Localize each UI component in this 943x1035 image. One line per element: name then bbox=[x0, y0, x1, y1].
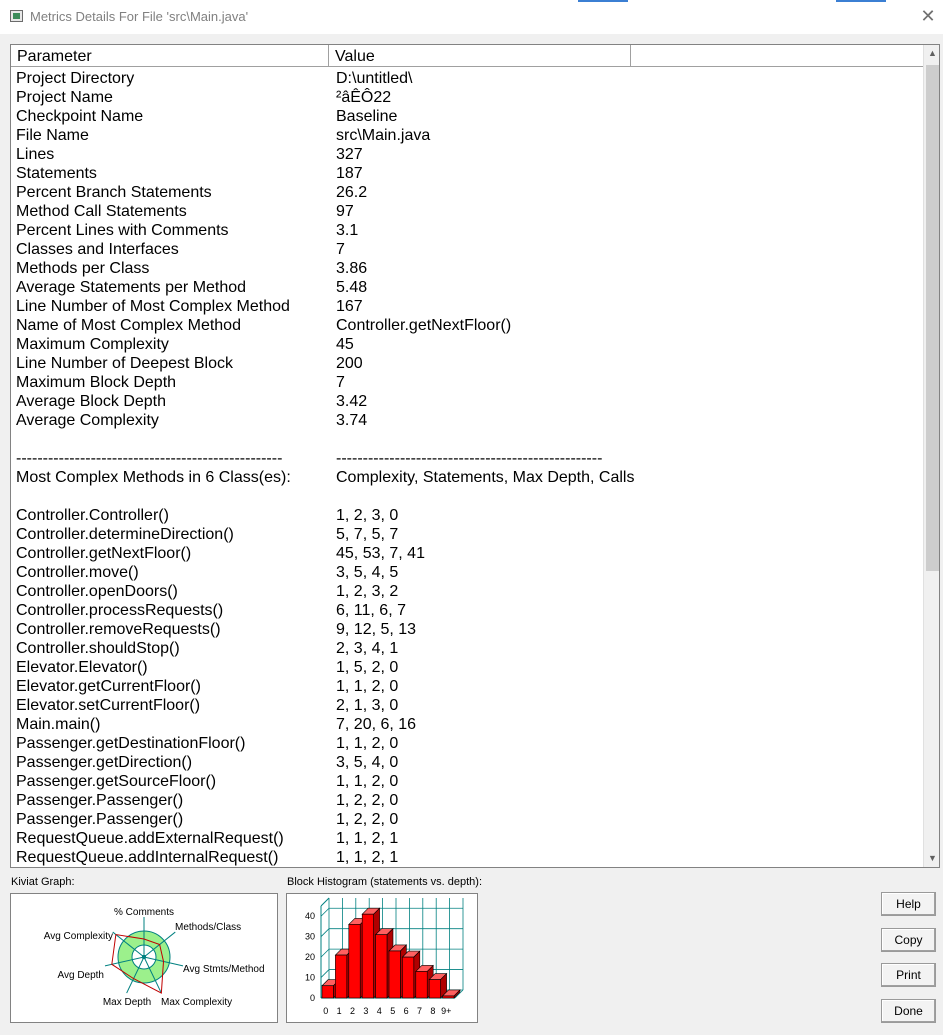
value-cell: 3.74 bbox=[336, 412, 368, 429]
help-button[interactable]: Help bbox=[881, 892, 936, 916]
value-cell: 167 bbox=[336, 298, 363, 315]
block-histogram bbox=[286, 893, 478, 1023]
kiviat-center bbox=[142, 955, 146, 959]
parameter-cell: Controller.shouldStop() bbox=[16, 640, 180, 657]
parameter-cell: Passenger.getDestinationFloor() bbox=[16, 735, 246, 752]
histogram-gridline bbox=[321, 929, 329, 937]
table-row[interactable] bbox=[11, 582, 923, 601]
histogram-x-tick-label: 0 bbox=[323, 1006, 329, 1016]
kiviat-axis-label: Max Depth bbox=[102, 997, 152, 1008]
parameter-cell: Controller.getNextFloor() bbox=[16, 545, 192, 562]
histogram-bar bbox=[429, 980, 440, 998]
title-accent bbox=[578, 0, 628, 2]
parameter-cell: Passenger.Passenger() bbox=[16, 792, 184, 809]
parameter-cell: Lines bbox=[16, 146, 55, 163]
kiviat-label: Kiviat Graph: bbox=[11, 876, 75, 888]
parameter-cell: Average Complexity bbox=[16, 412, 159, 429]
parameter-cell: Line Number of Most Complex Method bbox=[16, 298, 290, 315]
table-row[interactable] bbox=[11, 677, 923, 696]
value-cell: 200 bbox=[336, 355, 363, 372]
kiviat-axis-label: % Comments bbox=[113, 907, 175, 918]
value-cell: 3, 5, 4, 5 bbox=[336, 564, 399, 581]
table-row[interactable] bbox=[11, 259, 923, 278]
histogram-bar bbox=[349, 924, 360, 998]
histogram-bar bbox=[362, 914, 373, 998]
table-row[interactable] bbox=[11, 487, 923, 506]
value-cell: 3.1 bbox=[336, 222, 359, 239]
parameter-cell: Line Number of Deepest Block bbox=[16, 355, 233, 372]
value-cell: 5, 7, 5, 7 bbox=[336, 526, 399, 543]
table-row[interactable] bbox=[11, 772, 923, 791]
value-cell: 7 bbox=[336, 241, 345, 258]
kiviat-axis-label: Methods/Class bbox=[175, 922, 242, 933]
kiviat-axis-label: Avg Stmts/Method bbox=[183, 964, 265, 975]
parameter-cell: Controller.move() bbox=[16, 564, 139, 581]
value-cell: 1, 1, 2, 1 bbox=[336, 849, 399, 866]
parameter-cell: Classes and Interfaces bbox=[16, 241, 179, 258]
value-cell: 1, 2, 3, 2 bbox=[336, 583, 399, 600]
table-row[interactable] bbox=[11, 240, 923, 259]
table-row[interactable] bbox=[11, 658, 923, 677]
done-button[interactable]: Done bbox=[881, 999, 936, 1023]
table-row[interactable] bbox=[11, 791, 923, 810]
window-icon bbox=[10, 10, 23, 22]
value-cell: -------------------------------------------------- bbox=[336, 450, 603, 467]
histogram-svg bbox=[287, 894, 477, 1022]
table-row[interactable] bbox=[11, 335, 923, 354]
value-cell: 7, 20, 6, 16 bbox=[336, 716, 417, 733]
value-cell: 26.2 bbox=[336, 184, 368, 201]
parameter-cell: Passenger.getSourceFloor() bbox=[16, 773, 217, 790]
value-cell: Controller.getNextFloor() bbox=[336, 317, 512, 334]
parameter-cell: Passenger.getDirection() bbox=[16, 754, 193, 771]
table-row[interactable] bbox=[11, 69, 923, 88]
histogram-x-tick-label: 4 bbox=[376, 1006, 382, 1016]
table-row[interactable] bbox=[11, 297, 923, 316]
value-cell: 3.42 bbox=[336, 393, 368, 410]
parameter-cell: Most Complex Methods in 6 Class(es): bbox=[16, 469, 291, 486]
table-row[interactable] bbox=[11, 734, 923, 753]
value-cell: 7 bbox=[336, 374, 345, 391]
table-row[interactable] bbox=[11, 715, 923, 734]
table-row[interactable] bbox=[11, 392, 923, 411]
table-row[interactable] bbox=[11, 829, 923, 848]
value-cell: Baseline bbox=[336, 108, 398, 125]
histogram-x-tick-label: 9+ bbox=[441, 1006, 452, 1016]
histogram-x-tick-label: 3 bbox=[363, 1006, 369, 1016]
parameter-cell: Methods per Class bbox=[16, 260, 150, 277]
histogram-bar bbox=[376, 935, 387, 998]
column-header-empty[interactable] bbox=[631, 45, 923, 67]
parameter-cell: Name of Most Complex Method bbox=[16, 317, 241, 334]
table-row[interactable] bbox=[11, 164, 923, 183]
value-cell: 1, 1, 2, 0 bbox=[336, 735, 399, 752]
table-row[interactable] bbox=[11, 696, 923, 715]
histogram-bar bbox=[389, 951, 400, 998]
table-row[interactable] bbox=[11, 88, 923, 107]
kiviat-svg bbox=[11, 894, 277, 1022]
histogram-bar bbox=[443, 996, 454, 998]
parameter-cell: Average Block Depth bbox=[16, 393, 167, 410]
table-header bbox=[11, 45, 923, 67]
table-row[interactable] bbox=[11, 601, 923, 620]
kiviat-axis-label: Max Complexity bbox=[161, 997, 233, 1008]
table-row[interactable] bbox=[11, 525, 923, 544]
histogram-y-tick-label: 40 bbox=[304, 911, 315, 922]
value-cell: 1, 2, 3, 0 bbox=[336, 507, 399, 524]
parameter-cell: Controller.processRequests() bbox=[16, 602, 224, 619]
parameter-cell: Project Directory bbox=[16, 70, 135, 87]
value-cell: 1, 1, 2, 0 bbox=[336, 773, 399, 790]
parameter-cell: File Name bbox=[16, 127, 89, 144]
parameter-cell: Elevator.getCurrentFloor() bbox=[16, 678, 201, 695]
table-row[interactable] bbox=[11, 753, 923, 772]
value-cell: 1, 1, 2, 1 bbox=[336, 830, 399, 847]
histogram-bar bbox=[322, 986, 333, 998]
parameter-cell: Method Call Statements bbox=[16, 203, 187, 220]
title-bar bbox=[0, 0, 943, 34]
parameter-cell: Controller.determineDirection() bbox=[16, 526, 234, 543]
parameter-cell: RequestQueue.addInternalRequest() bbox=[16, 849, 279, 866]
histogram-x-tick-label: 1 bbox=[336, 1006, 342, 1016]
value-cell: Complexity, Statements, Max Depth, Calls bbox=[336, 469, 635, 486]
table-row[interactable] bbox=[11, 544, 923, 563]
histogram-gridline bbox=[321, 949, 329, 957]
table-row[interactable] bbox=[11, 620, 923, 639]
table-row[interactable] bbox=[11, 563, 923, 582]
histogram-y-tick-label: 30 bbox=[304, 931, 315, 942]
column-header-parameter[interactable]: Parameter bbox=[11, 45, 329, 67]
table-row[interactable] bbox=[11, 278, 923, 297]
kiviat-axis-label: Avg Depth bbox=[57, 970, 104, 981]
parameter-cell: Average Statements per Method bbox=[16, 279, 247, 296]
histogram-bar bbox=[416, 971, 427, 998]
value-cell: 1, 2, 2, 0 bbox=[336, 792, 399, 809]
table-row[interactable] bbox=[11, 430, 923, 449]
title-accent bbox=[836, 0, 886, 2]
histogram-x-tick-label: 6 bbox=[403, 1006, 409, 1016]
histogram-axis bbox=[321, 898, 329, 906]
parameter-cell: Project Name bbox=[16, 89, 113, 106]
histogram-x-tick-label: 2 bbox=[349, 1006, 356, 1016]
value-cell: 45 bbox=[336, 336, 354, 353]
table-row[interactable] bbox=[11, 506, 923, 525]
parameter-cell: Percent Branch Statements bbox=[16, 184, 212, 201]
parameter-cell: Controller.Controller() bbox=[16, 507, 169, 524]
histogram-y-tick-label: 10 bbox=[304, 972, 315, 983]
copy-button[interactable]: Copy bbox=[881, 928, 936, 952]
parameter-cell: Controller.removeRequests() bbox=[16, 621, 221, 638]
parameter-cell: Passenger.Passenger() bbox=[16, 811, 184, 828]
table-body bbox=[11, 69, 923, 867]
histogram-bar bbox=[335, 955, 346, 998]
table-row[interactable] bbox=[11, 411, 923, 430]
value-cell: 327 bbox=[336, 146, 363, 163]
table-row[interactable] bbox=[11, 354, 923, 373]
parameter-cell: Elevator.setCurrentFloor() bbox=[16, 697, 201, 714]
scroll-up-icon[interactable]: ▲ bbox=[928, 48, 937, 58]
value-cell: 3, 5, 4, 0 bbox=[336, 754, 399, 771]
table-row[interactable] bbox=[11, 468, 923, 487]
value-cell: 3.86 bbox=[336, 260, 368, 277]
value-cell: 1, 5, 2, 0 bbox=[336, 659, 399, 676]
table-row[interactable] bbox=[11, 848, 923, 867]
table-row[interactable] bbox=[11, 221, 923, 240]
parameter-cell: RequestQueue.addExternalRequest() bbox=[16, 830, 284, 847]
table-row[interactable] bbox=[11, 810, 923, 829]
parameter-cell: -------------------------------------------------- bbox=[16, 450, 283, 467]
histogram-gridline bbox=[321, 970, 329, 978]
metrics-table bbox=[10, 44, 940, 868]
histogram-gridline bbox=[321, 908, 329, 916]
table-row[interactable] bbox=[11, 126, 923, 145]
histogram-bar bbox=[402, 957, 413, 998]
value-cell: src\Main.java bbox=[336, 127, 431, 144]
value-cell: ²âÊÔ22 bbox=[336, 89, 392, 106]
histogram-label: Block Histogram (statements vs. depth): bbox=[287, 876, 483, 888]
parameter-cell: Elevator.Elevator() bbox=[16, 659, 148, 676]
histogram-x-tick-label: 5 bbox=[390, 1006, 396, 1016]
parameter-cell: Main.main() bbox=[16, 716, 101, 733]
value-cell: 97 bbox=[336, 203, 354, 220]
value-cell: 1, 1, 2, 0 bbox=[336, 678, 399, 695]
value-cell: 9, 12, 5, 13 bbox=[336, 621, 417, 638]
print-button[interactable]: Print bbox=[881, 963, 936, 987]
value-cell: 2, 1, 3, 0 bbox=[336, 697, 399, 714]
table-row[interactable] bbox=[11, 316, 923, 335]
table-row[interactable] bbox=[11, 202, 923, 221]
scroll-down-icon[interactable]: ▼ bbox=[928, 853, 937, 863]
parameter-cell: Controller.openDoors() bbox=[16, 583, 178, 600]
value-cell: 2, 3, 4, 1 bbox=[336, 640, 399, 657]
parameter-cell: Checkpoint Name bbox=[16, 108, 144, 125]
histogram-x-tick-label: 7 bbox=[416, 1006, 423, 1016]
value-cell: 1, 2, 2, 0 bbox=[336, 811, 399, 828]
histogram-x-tick-label: 8 bbox=[430, 1006, 436, 1016]
parameter-cell: Maximum Block Depth bbox=[16, 374, 177, 391]
value-cell: 5.48 bbox=[336, 279, 368, 296]
value-cell: 187 bbox=[336, 165, 363, 182]
table-row[interactable] bbox=[11, 183, 923, 202]
parameter-cell: Statements bbox=[16, 165, 97, 182]
table-row[interactable] bbox=[11, 145, 923, 164]
close-icon[interactable]: ✕ bbox=[920, 6, 936, 26]
value-cell: 6, 11, 6, 7 bbox=[336, 602, 406, 619]
table-row[interactable] bbox=[11, 107, 923, 126]
scroll-thumb[interactable] bbox=[926, 65, 939, 571]
kiviat-axis-label: Avg Complexity bbox=[43, 931, 113, 942]
table-row[interactable] bbox=[11, 373, 923, 392]
table-row[interactable] bbox=[11, 639, 923, 658]
histogram-y-tick-label: 0 bbox=[309, 993, 315, 1003]
histogram-y-tick-label: 20 bbox=[304, 952, 315, 963]
parameter-cell: Maximum Complexity bbox=[16, 336, 169, 353]
value-cell: 45, 53, 7, 41 bbox=[336, 545, 425, 562]
window-title: Metrics Details For File 'src\Main.java' bbox=[30, 9, 249, 24]
parameter-cell: Percent Lines with Comments bbox=[16, 222, 229, 239]
vertical-scrollbar[interactable] bbox=[923, 45, 940, 867]
table-row[interactable] bbox=[11, 449, 923, 468]
value-cell: D:\untitled\ bbox=[336, 70, 413, 87]
kiviat-graph bbox=[10, 893, 278, 1023]
column-header-value[interactable]: Value bbox=[329, 45, 631, 67]
